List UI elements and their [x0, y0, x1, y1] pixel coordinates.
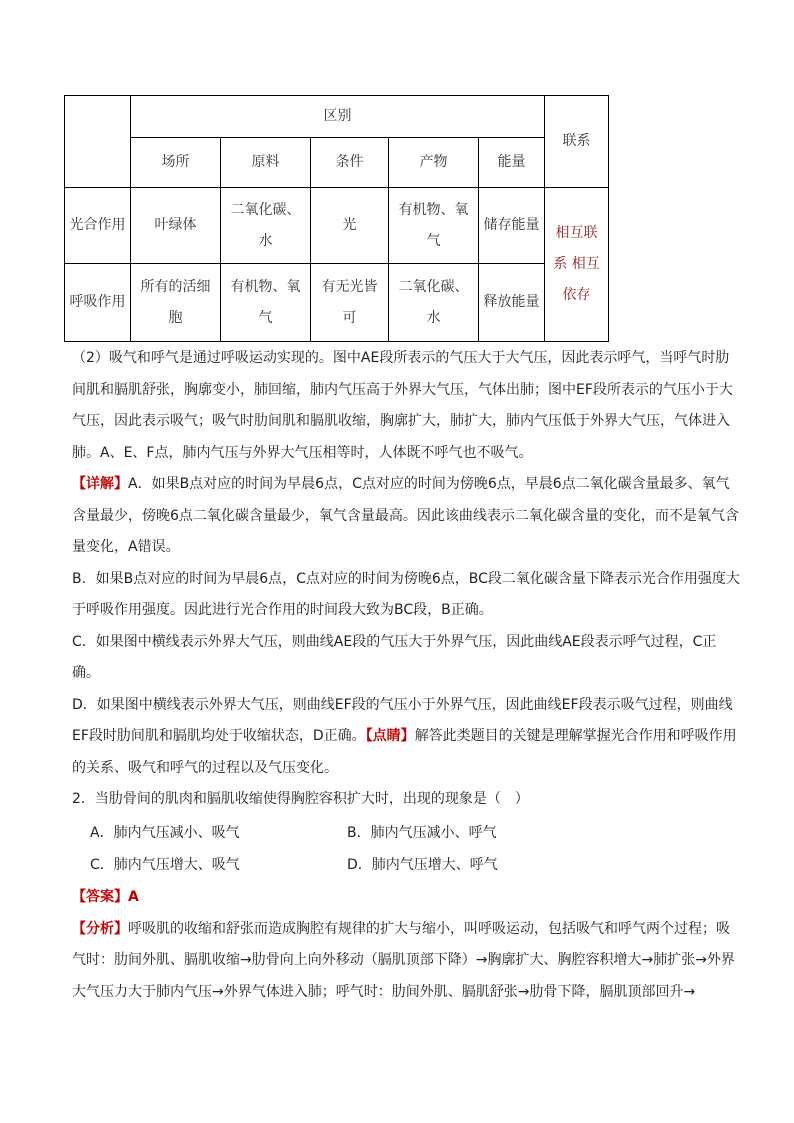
detail-a	[72, 469, 740, 564]
table-cell: 二氧化碳、水	[221, 188, 311, 264]
detail-a-text: A．如果B点对应的时间为早晨6点，C点对应的时间为傍晚6点，早晨6点二氧化碳含量最多、氧气含量最少，傍晚6点二氧化碳含量最少，氧气含量最高。因此该曲线表示二氧化碳含量的变化，而不是氧气含量变化，A错误。	[72, 476, 739, 555]
table-cell: 二氧化碳、水	[389, 264, 479, 342]
answer-tag: 【答案】	[72, 889, 128, 905]
tip-tag: 【点睛】	[365, 728, 415, 744]
answer-line	[72, 882, 740, 914]
answer-value: A	[128, 889, 139, 905]
option-b: B．肺内气压减小、呼气	[347, 825, 497, 841]
answer-section	[72, 882, 740, 1008]
table-cell: 有机物、氧气	[221, 264, 311, 342]
table-cell: 释放能量	[479, 264, 545, 342]
analysis-text: 呼吸肌的收缩和舒张而造成胸腔有规律的扩大与缩小，叫呼吸运动，包括吸气和呼气两个过程；吸气时：肋间外肌、膈肌收缩→肋骨向上向外移动（膈肌顶部下降）→胸廓扩大、胸腔容积增大→肺扩张→外界大气压力大于肺内气压→外界气体进入肺；呼气时：肋间外肌、膈肌舒张→肋骨下降，膈肌顶部回升→	[72, 920, 735, 1000]
comparison-table	[64, 95, 609, 342]
table-cell: 光	[311, 188, 389, 264]
corner-cell	[65, 96, 131, 188]
table-cell: 所有的活细胞	[131, 264, 221, 342]
row-header-respiration: 呼吸作用	[65, 264, 131, 342]
question-stem: 2．当肋骨间的肌肉和膈肌收缩使得胸腔容积扩大时，出现的现象是（ ）	[72, 791, 529, 807]
analysis-paragraph	[72, 914, 740, 1009]
detail-d-text: D．如果图中横线表示外界大气压，则曲线EF段的气压小于外界气压，因此曲线EF段表示吸气过程，则曲线EF段时肋间肌和膈肌均处于收缩状态，D正确。	[72, 696, 733, 744]
option-a: A．肺内气压减小、吸气	[90, 825, 240, 841]
column-header: 原料	[221, 138, 311, 188]
column-header: 条件	[311, 138, 389, 188]
explanation-section	[72, 343, 740, 816]
option-c: C．肺内气压增大、吸气	[90, 857, 240, 873]
detail-d	[72, 690, 740, 785]
table-cell: 叶绿体	[131, 188, 221, 264]
diff-header: 区别	[131, 96, 545, 138]
option-d: D．肺内气压增大、呼气	[347, 857, 498, 873]
explanation-paragraph: （2）吸气和呼气是通过呼吸运动实现的。图中AE段所表示的气压大于大气压，因此表示呼气，当呼气时肋间肌和膈肌舒张，胸廓变小，肺回缩，肺内气压高于外界大气压，气体出肺；图中EF段所表示的气压小于大气压，因此表示吸气；吸气时肋间肌和膈肌收缩，胸廓扩大，肺扩大，肺内气压低于外界大气压，气体进入肺。A、E、F点，肺内气压与外界大气压相等时，人体既不呼气也不吸气。	[72, 350, 733, 461]
column-header: 能量	[479, 138, 545, 188]
relation-header: 联系	[545, 96, 609, 188]
table-cell: 有无光皆可	[311, 264, 389, 342]
column-header: 产物	[389, 138, 479, 188]
table-cell: 有机物、氧气	[389, 188, 479, 264]
detail-tag: 【详解】	[72, 476, 128, 492]
table-cell: 储存能量	[479, 188, 545, 264]
tip-text: 解答此类题目的关键是理解掌握光合作用和呼吸作用的关系、吸气和呼气的过程以及气压变化。	[72, 728, 737, 776]
detail-b: B．如果B点对应的时间为早晨6点，C点对应的时间为傍晚6点，BC段二氧化碳含量下降表示光合作用强度大于呼吸作用强度。因此进行光合作用的时间段大致为BC段，B正确。	[72, 570, 740, 618]
column-header: 场所	[131, 138, 221, 188]
detail-c: C．如果图中横线表示外界大气压，则曲线AE段的气压大于外界气压，因此曲线AE段表示呼气过程，C正确。	[72, 633, 717, 681]
analysis-tag: 【分析】	[72, 920, 128, 937]
relation-cell: 相互联系 相互依存	[545, 188, 609, 342]
row-header-photosynthesis: 光合作用	[65, 188, 131, 264]
